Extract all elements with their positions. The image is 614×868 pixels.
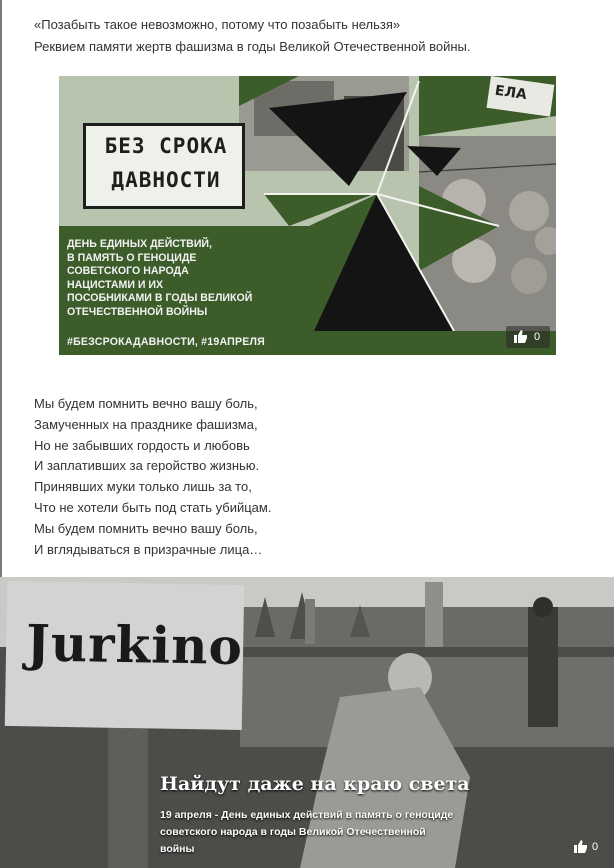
poem-line: Принявших муки только лишь за то, xyxy=(34,479,252,495)
poem-line: И заплативших за геройство жизнью. xyxy=(34,458,260,474)
banner-title-line-2: ДАВНОСТИ xyxy=(111,168,221,192)
banner-subtitle-line: войны xyxy=(160,843,195,855)
child-face-4 xyxy=(511,258,547,294)
thumbs-up-icon xyxy=(574,840,588,853)
banner-headline: Найдут даже на краю света xyxy=(160,773,470,795)
like-button[interactable] xyxy=(506,326,550,348)
banner-title-line-1: БЕЗ СРОКА xyxy=(104,134,228,158)
sign-post xyxy=(108,727,148,868)
poem-line: Мы будем помнить вечно вашу боль, xyxy=(34,520,258,536)
banner-bez-sroka-davnosti[interactable] xyxy=(59,76,556,355)
banner-description-line: СОВЕТСКОГО НАРОДА xyxy=(67,265,189,278)
village-sign-text: Jurkino xyxy=(25,613,244,677)
hashtag-bar xyxy=(59,331,556,355)
photo-sign-text: ЕЛА xyxy=(493,82,528,104)
chimney-2 xyxy=(425,582,443,652)
child-face-2 xyxy=(509,191,549,231)
intro-quote: «Позабыть такое невозможно, потому что позабыть нельзя» xyxy=(34,17,401,32)
soldier-figure xyxy=(528,607,558,727)
banner-jurkino[interactable] xyxy=(0,577,614,868)
banner-description-line: НАЦИСТАМИ И ИХ xyxy=(67,278,164,291)
intro-text xyxy=(34,14,594,58)
like-count: 0 xyxy=(592,841,599,853)
poem-line: Мы будем помнить вечно вашу боль, xyxy=(34,396,258,411)
thumbs-up-icon xyxy=(514,330,528,343)
like-button[interactable] xyxy=(572,836,608,858)
poem-line: Замученных на празднике фашизма, xyxy=(34,416,258,432)
banner-title-box xyxy=(83,123,245,209)
soldier-head xyxy=(533,597,553,617)
poem xyxy=(34,394,271,560)
poem-line: Что не хотели быть под стать убийцам. xyxy=(34,499,272,515)
banner-description-line: ПОСОБНИКАМИ В ГОДЫ ВЕЛИКОЙ xyxy=(67,292,253,305)
chimney-1 xyxy=(305,599,315,644)
poem-line: И вглядываться в призрачные лица… xyxy=(34,541,263,557)
banner-subtitle-line: советского народа в годы Великой Отечественной xyxy=(160,826,426,838)
banner-description-line: ДЕНЬ ЕДИНЫХ ДЕЙСТВИЙ, xyxy=(67,238,212,250)
banner-subtitle-line: 19 апреля - День единых действий в память о геноциде xyxy=(160,809,454,821)
banner-description-line: В ПАМЯТЬ О ГЕНОЦИДЕ xyxy=(67,251,197,264)
poem-line: Но не забывших гордость и любовь xyxy=(34,437,250,453)
banner-subtitle xyxy=(160,807,480,858)
banner-description xyxy=(67,238,307,320)
village-sign xyxy=(5,581,244,730)
like-count: 0 xyxy=(534,331,541,343)
banner-description-line: ОТЕЧЕСТВЕННОЙ ВОЙНЫ xyxy=(67,305,208,318)
hashtags: #БЕЗСРОКАДАВНОСТИ, #19АПРЕЛЯ xyxy=(67,336,265,348)
intro-subtitle: Реквием памяти жертв фашизма в годы Великой Отечественной войны. xyxy=(34,39,471,54)
